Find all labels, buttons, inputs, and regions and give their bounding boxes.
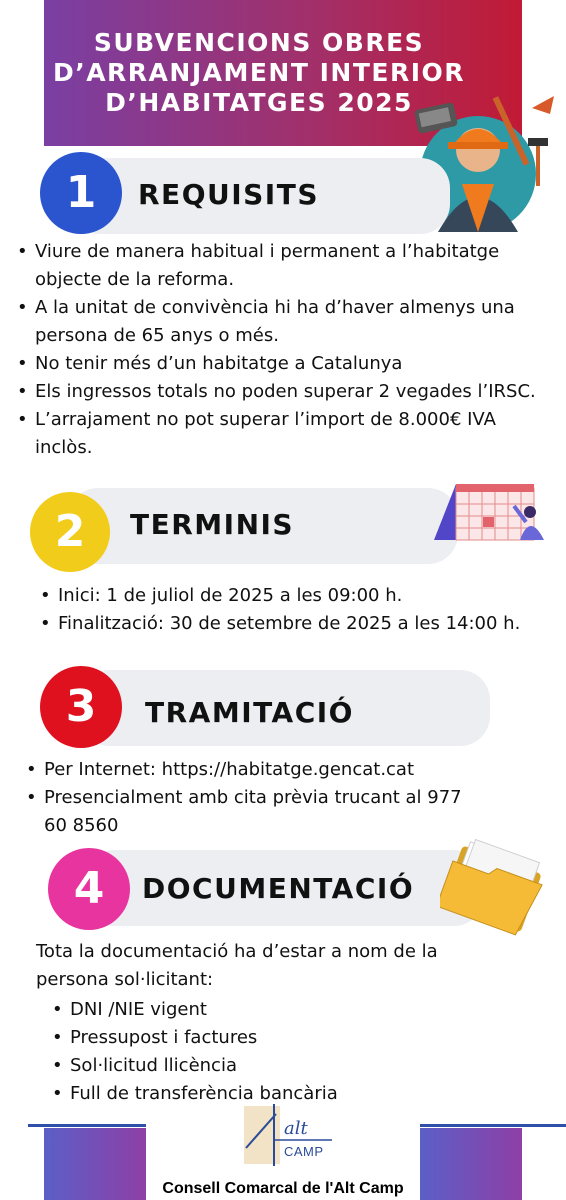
logo-sub: CAMP <box>284 1144 324 1159</box>
list-item: • Finalització: 30 de setembre de 2025 a les 14:00 h. <box>58 610 528 638</box>
section-3-title: TRAMITACIÓ <box>145 696 354 729</box>
footer-line-right <box>420 1124 566 1127</box>
section-1-number: 1 <box>40 152 122 234</box>
footer-line-left <box>28 1124 146 1127</box>
section-2-title: TERMINIS <box>130 508 295 541</box>
section-2-number: 2 <box>30 492 110 572</box>
list-item: • Els ingressos totals no poden superar 2 vegades l’IRSC. <box>35 378 557 406</box>
list-item: • A la unitat de convivència hi ha d’haver almenys una persona de 65 anys o més. <box>35 294 557 350</box>
list-item: • Sol·licitud llicència <box>70 1052 450 1080</box>
list-item: • Viure de manera habitual i permanent a l’habitatge objecte de la reforma. <box>35 238 557 294</box>
section-3-list <box>44 756 484 840</box>
section-1-title: REQUISITS <box>138 178 319 211</box>
list-item: • L’arrajament no pot superar l’import de 8.000€ IVA inclòs. <box>35 406 557 462</box>
footer-block-right <box>420 1128 522 1200</box>
footer-block-left <box>44 1128 146 1200</box>
list-item: • No tenir més d’un habitatge a Catalunya <box>35 350 557 378</box>
section-4-title: DOCUMENTACIÓ <box>142 872 415 905</box>
footer-organization: Consell Comarcal de l'Alt Camp <box>162 1180 404 1197</box>
section-2-list <box>58 582 528 638</box>
section-4-intro: Tota la documentació ha d’estar a nom de la persona sol·licitant: <box>36 941 438 990</box>
list-item: • Full de transferència bancària <box>70 1080 450 1108</box>
list-item: • Pressupost i factures <box>70 1024 450 1052</box>
list-item: • Inici: 1 de juliol de 2025 a les 09:00 h. <box>58 582 528 610</box>
calendar-illustration <box>434 482 546 544</box>
section-4-number: 4 <box>48 848 130 930</box>
header-title-line-2: D’ARRANJAMENT INTERIOR <box>52 58 466 87</box>
folder-icon <box>440 836 544 940</box>
section-3-number: 3 <box>40 666 122 748</box>
list-item: • DNI /NIE vigent <box>70 996 450 1024</box>
section-4-list <box>70 996 450 1108</box>
section-1-list <box>35 238 557 462</box>
logo-text: alt <box>284 1118 308 1139</box>
list-item: • Per Internet: https://habitatge.gencat.cat <box>44 756 484 784</box>
alt-camp-logo <box>244 1104 336 1166</box>
list-item: • Presencialment amb cita prèvia trucant al 977 60 8560 <box>44 784 484 840</box>
header-title-line-3: D’HABITATGES 2025 <box>105 88 413 117</box>
header-title-line-1: SUBVENCIONS OBRES <box>93 28 425 57</box>
